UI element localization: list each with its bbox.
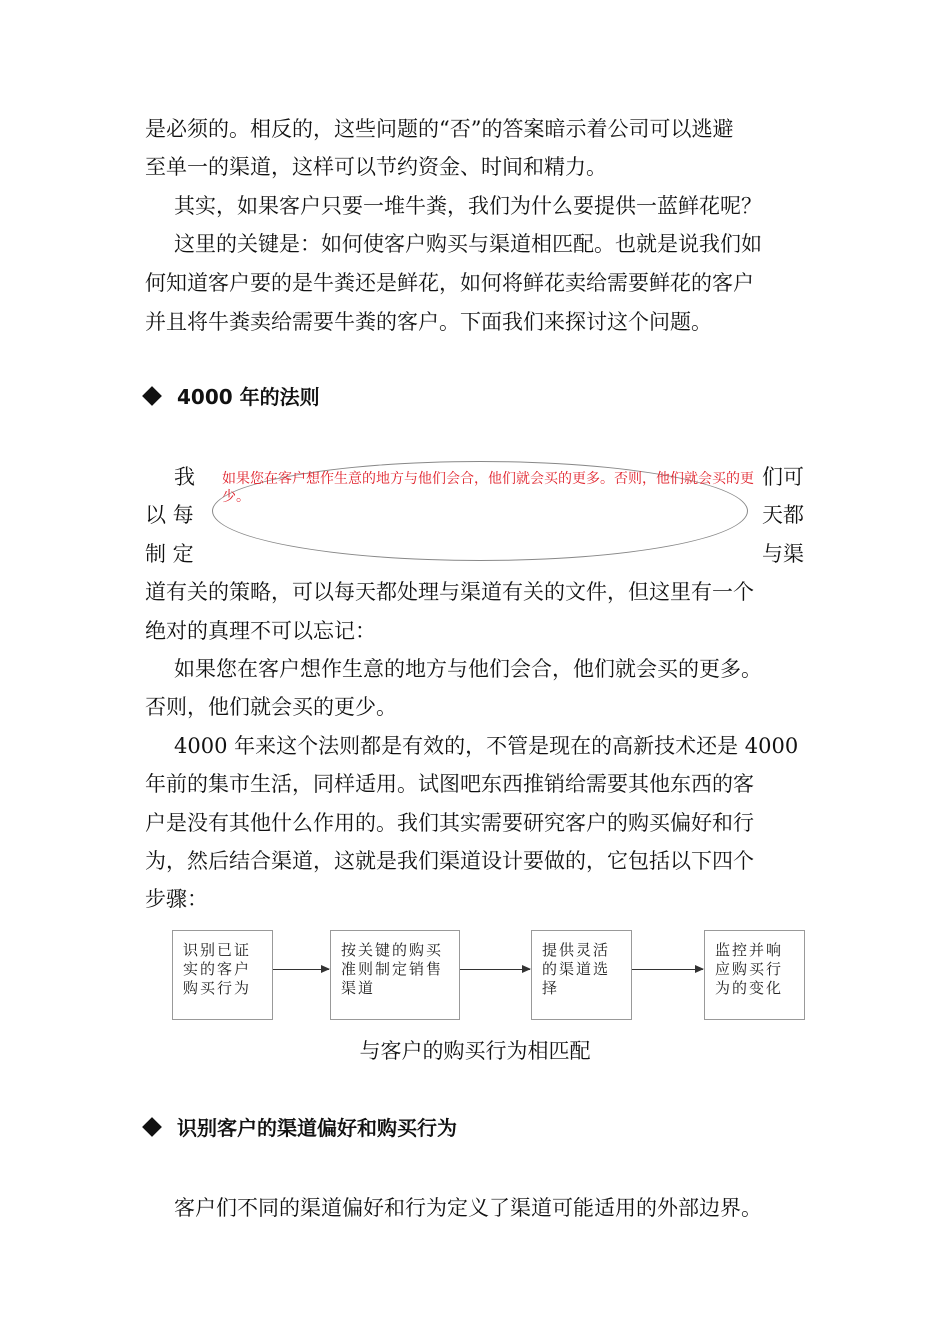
paragraph-line: 年前的集市生活，同样适用。试图吧东西推销给需要其他东西的客 xyxy=(145,772,754,796)
paragraph-line: 否则，他们就会买的更少。 xyxy=(145,695,397,719)
wrapped-text-fragment: 们可 xyxy=(762,465,804,489)
callout-text: 如果您在客户想作生意的地方与他们会合，他们就会买的更多。否则，他们就会买的更少。 xyxy=(222,471,754,505)
paragraph-line: 至单一的渠道，这样可以节约资金、时间和精力。 xyxy=(145,155,607,179)
flow-arrow-icon xyxy=(273,969,329,970)
paragraph-line: 绝对的真理不可以忘记： xyxy=(145,619,376,643)
flow-step-box: 按关键的购买准则制定销售渠道 xyxy=(330,930,460,1020)
paragraph-line: 这里的关键是：如何使客户购买与渠道相匹配。也就是说我们如 xyxy=(174,232,762,256)
paragraph-line: 客户们不同的渠道偏好和行为定义了渠道可能适用的外部边界。 xyxy=(174,1196,762,1220)
section-heading-text: 4000 年的法则 xyxy=(177,385,320,409)
wrapped-text-fragment: 与渠 xyxy=(762,542,804,566)
paragraph-line: 何知道客户要的是牛粪还是鲜花，如何将鲜花卖给需要鲜花的客户 xyxy=(145,271,754,295)
paragraph-line: 是必须的。相反的，这些问题的“否”的答案暗示着公司可以逃避 xyxy=(145,117,734,141)
wrapped-text-fragment: 制 定 xyxy=(145,542,194,566)
paragraph-line: 户是没有其他什么作用的。我们其实需要研究客户的购买偏好和行 xyxy=(145,811,754,835)
wrapped-text-fragment: 以 每 xyxy=(145,503,194,527)
paragraph-line: 其实，如果客户只要一堆牛粪，我们为什么要提供一蓝鲜花呢？ xyxy=(174,194,762,218)
flow-step-box: 监控并响应购买行为的变化 xyxy=(704,930,805,1020)
wrapped-text-fragment: 我 xyxy=(174,465,195,489)
section-heading xyxy=(145,1115,457,1141)
diamond-bullet-icon xyxy=(142,1117,162,1137)
flow-arrow-icon xyxy=(460,969,530,970)
flow-step-box: 识别已证实的客户购买行为 xyxy=(172,930,273,1020)
section-heading xyxy=(145,384,320,410)
flow-arrow-icon xyxy=(632,969,703,970)
paragraph-line: 如果您在客户想作生意的地方与他们会合，他们就会买的更多。 xyxy=(174,657,762,681)
paragraph-line: 道有关的策略，可以每天都处理与渠道有关的文件，但这里有一个 xyxy=(145,580,754,604)
paragraph-line: 并且将牛粪卖给需要牛粪的客户。下面我们来探讨这个问题。 xyxy=(145,310,712,334)
paragraph-line: 为，然后结合渠道，这就是我们渠道设计要做的，它包括以下四个 xyxy=(145,849,754,873)
wrapped-text-fragment: 天都 xyxy=(762,503,804,527)
diamond-bullet-icon xyxy=(142,386,162,406)
flow-step-box: 提供灵活的渠道选择 xyxy=(531,930,632,1020)
flow-caption: 与客户的购买行为相匹配 xyxy=(359,1039,591,1063)
paragraph-line: 4000 年来这个法则都是有效的，不管是现在的高新技术还是 4000 xyxy=(174,734,799,758)
paragraph-line: 步骤： xyxy=(145,887,208,911)
section-heading-text: 识别客户的渠道偏好和购买行为 xyxy=(177,1116,457,1140)
